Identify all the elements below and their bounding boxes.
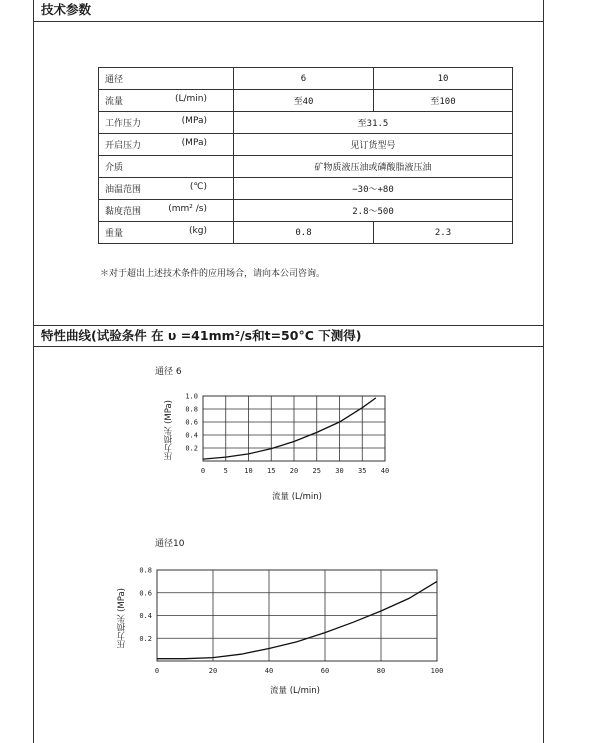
y-tick-label: 0.6 bbox=[139, 589, 152, 598]
x-tick-label: 60 bbox=[320, 667, 330, 675]
table-cell: 至100 bbox=[374, 90, 513, 112]
table-cell: 0.8 bbox=[234, 222, 374, 244]
y-tick-label: 0.4 bbox=[139, 612, 152, 620]
row-unit: (mm² /s) bbox=[168, 204, 207, 214]
y-tick-label: 0.2 bbox=[185, 444, 198, 453]
row-label: 黏度范围 (mm² /s) bbox=[99, 200, 234, 222]
y-tick-label: 0.8 bbox=[185, 405, 198, 414]
row-label: 流量 (L/min) bbox=[99, 90, 234, 112]
section-title-curves: 特性曲线(试验条件 在 υ =41mm²/s和t=50°C 下测得) bbox=[33, 325, 544, 347]
row-unit: (MPa) bbox=[181, 116, 207, 126]
x-tick-label: 20 bbox=[208, 667, 218, 675]
row-label: 油温范围 (℃) bbox=[99, 178, 234, 200]
section-title-tech-params: 技术参数 bbox=[33, 0, 544, 22]
row-label: 开启压力 (MPa) bbox=[99, 134, 234, 156]
table-cell: −30〜+80 bbox=[234, 178, 513, 200]
y-tick-label: 0.6 bbox=[185, 418, 198, 427]
chart-title: 通径 6 bbox=[155, 367, 182, 377]
x-tick-label: 5 bbox=[223, 467, 228, 475]
x-tick-label: 10 bbox=[244, 467, 253, 475]
y-tick-label: 0.4 bbox=[185, 431, 198, 440]
x-tick-label: 0 bbox=[200, 467, 206, 475]
table-cell: 矿物质液压油或磷酸脂液压油 bbox=[234, 156, 513, 178]
row-label: 介质 bbox=[99, 156, 234, 178]
table-cell: 至31.5 bbox=[234, 112, 513, 134]
table-cell: 2.8〜500 bbox=[234, 200, 513, 222]
table-cell: 6 bbox=[234, 68, 374, 90]
x-tick-label: 80 bbox=[376, 667, 386, 675]
y-axis-label: 压力损失 (MPa) bbox=[117, 588, 127, 649]
row-label: 通径 bbox=[99, 68, 234, 90]
y-axis-label: 压力损失 (MPa) bbox=[164, 400, 174, 461]
x-tick-label: 100 bbox=[430, 667, 444, 675]
y-tick-label: 0.2 bbox=[139, 634, 152, 643]
x-tick-label: 40 bbox=[380, 467, 390, 475]
x-tick-label: 15 bbox=[267, 467, 276, 475]
row-unit: (L/min) bbox=[174, 94, 207, 104]
table-cell: 见订货型号 bbox=[234, 134, 513, 156]
y-tick-label: 0.8 bbox=[139, 566, 152, 575]
x-axis-label: 流量 (L/min) bbox=[272, 492, 322, 502]
table-cell: 10 bbox=[374, 68, 513, 90]
x-tick-label: 40 bbox=[264, 667, 274, 675]
row-unit: (℃) bbox=[189, 182, 207, 192]
x-tick-label: 25 bbox=[312, 467, 321, 475]
x-tick-label: 30 bbox=[335, 467, 344, 475]
chart-title: 通径10 bbox=[155, 539, 185, 549]
table-cell: 至40 bbox=[234, 90, 374, 112]
table-cell: 2.3 bbox=[374, 222, 513, 244]
x-tick-label: 0 bbox=[154, 667, 160, 675]
x-axis-label: 流量 (L/min) bbox=[270, 686, 320, 696]
x-tick-label: 35 bbox=[358, 467, 367, 475]
y-tick-label: 1.0 bbox=[185, 392, 198, 401]
row-unit: (MPa) bbox=[181, 138, 207, 148]
row-unit: (kg) bbox=[189, 226, 207, 236]
row-label: 重量 (kg) bbox=[99, 222, 234, 244]
row-label: 工作压力 (MPa) bbox=[99, 112, 234, 134]
x-tick-label: 20 bbox=[289, 467, 299, 475]
footnote: ＊对于超出上述技术条件的应用场合，请向本公司咨询。 bbox=[100, 269, 326, 279]
